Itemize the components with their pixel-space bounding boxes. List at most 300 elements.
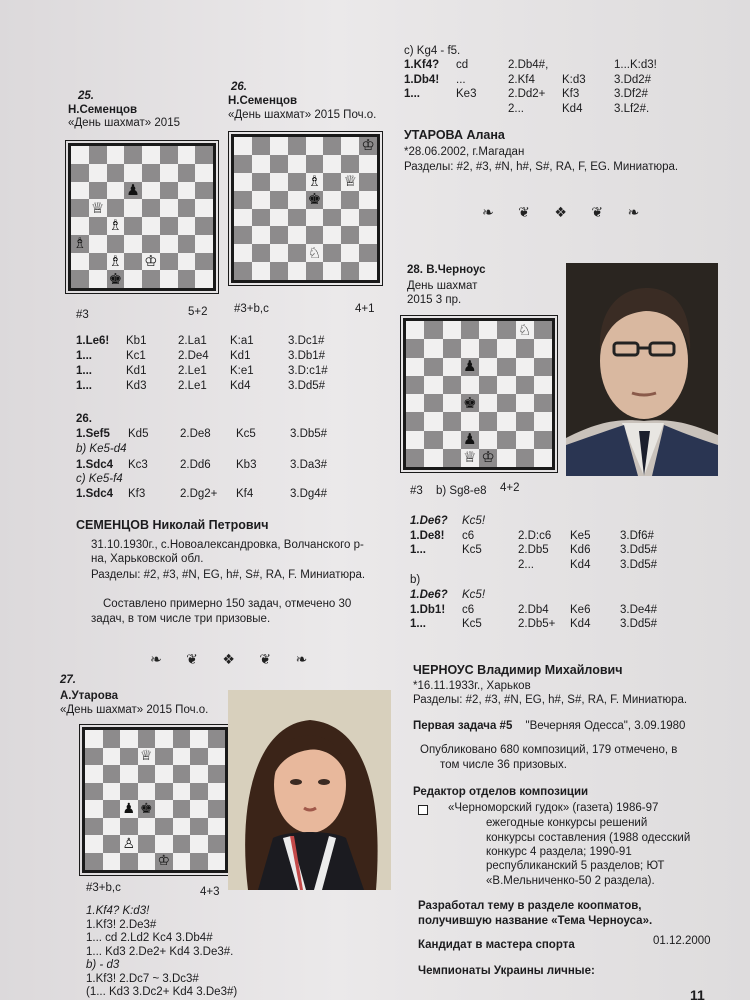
problem-28-piece-count: 4+2	[500, 482, 520, 494]
board-square	[534, 449, 552, 467]
solution-line: b)	[410, 574, 421, 586]
board-square	[155, 748, 173, 766]
board-square	[120, 730, 138, 748]
sementsov-note-2: задач, в том числе три призовые.	[91, 613, 271, 625]
board-square	[160, 164, 178, 182]
board-square	[288, 209, 306, 227]
board-square	[461, 376, 479, 394]
sementsov-bio-1: 31.10.1930г., с.Новоалександровка, Волчанского р-	[91, 539, 364, 551]
white-queen-icon: ♕	[463, 448, 477, 467]
board-square	[195, 235, 213, 253]
board-square	[160, 270, 178, 288]
board-square	[124, 164, 142, 182]
white-pawn-icon: ♙	[122, 835, 136, 852]
board-square	[497, 358, 515, 376]
problem-25-number: 25.	[78, 90, 94, 102]
problem-27-number: 27.	[60, 674, 76, 686]
solution-move: 2.Kf4	[508, 73, 535, 86]
board-square	[208, 783, 226, 801]
board-square	[252, 191, 270, 209]
board-square	[406, 412, 424, 430]
solution-line: 1.Kf3! 2.Dc7 ~ 3.Dc3#	[86, 972, 199, 985]
board-square	[71, 182, 89, 200]
solution-move: 3.Dd5#	[620, 558, 658, 571]
board-square	[516, 431, 534, 449]
problem-25-piece-count: 5+2	[188, 306, 208, 318]
board-square	[173, 748, 191, 766]
board-square	[306, 209, 324, 227]
board-square	[89, 217, 107, 235]
board-square	[160, 235, 178, 253]
solution-line: (1... Kd3 3.Dc2+ Kd4 3.De3#)	[86, 986, 238, 998]
board-square	[85, 835, 103, 853]
p27c-head-text: c) Kg4 - f5.	[404, 45, 461, 57]
board-square	[479, 339, 497, 357]
board-square	[516, 394, 534, 412]
board-square	[534, 431, 552, 449]
solution-move: Kc5	[236, 428, 256, 440]
board-square	[85, 818, 103, 836]
problem-28-source-2: 2015 3 пр.	[407, 294, 462, 306]
solution-move: 1.Sdc4	[76, 459, 114, 471]
board-square	[323, 209, 341, 227]
board-square	[424, 394, 442, 412]
solution-move: 2.De4	[178, 350, 209, 362]
board-square	[359, 191, 377, 209]
solution-move: 1...K:d3!	[614, 59, 657, 71]
solution-move: 1.Sdc4	[76, 488, 114, 500]
board-square	[306, 173, 324, 191]
board-square	[85, 800, 103, 818]
board-square	[103, 835, 121, 853]
board-square	[534, 339, 552, 357]
chernous-championships: Чемпионаты Украины личные:	[418, 965, 595, 977]
chernous-editor: Редактор отделов композиции	[413, 786, 589, 798]
board-square	[406, 358, 424, 376]
board-square	[443, 321, 461, 339]
board-square	[195, 217, 213, 235]
solution-line: 1.Kf3! 2.De3#	[86, 918, 157, 931]
solution-move: 1.Db4!	[404, 73, 440, 86]
solution-move: Kd3	[126, 380, 147, 392]
board-square	[195, 164, 213, 182]
board-square	[138, 853, 156, 871]
board-square	[173, 835, 191, 853]
solution-move: c6	[462, 529, 475, 542]
solution-move: 1.De8!	[410, 529, 445, 542]
problem-26-board	[231, 134, 380, 283]
white-king-icon: ♔	[157, 853, 171, 870]
black-pawn-icon: ♟	[463, 430, 477, 449]
solution-move: 2.Db4	[518, 603, 549, 616]
board-square	[424, 321, 442, 339]
solution-move: 2...	[518, 558, 534, 571]
solution-move: 2...	[508, 102, 524, 115]
board-square	[195, 182, 213, 200]
board-square	[160, 146, 178, 164]
solution-move: 2.Db5	[518, 544, 549, 556]
board-square	[252, 226, 270, 244]
board-square	[89, 182, 107, 200]
solution-move: 1...	[76, 365, 92, 377]
solution-move: 3.Lf2#.	[614, 102, 650, 115]
solution-move: 3.Db1#	[288, 350, 326, 362]
board-square	[124, 199, 142, 217]
board-square	[142, 164, 160, 182]
problem-25-author: Н.Семенцов	[68, 104, 138, 116]
board-square	[107, 253, 125, 271]
solution-move: 2.Dd6	[180, 459, 211, 471]
board-square	[71, 270, 89, 288]
black-pawn-icon: ♟	[463, 357, 477, 376]
solution-move: 1...	[76, 350, 92, 362]
board-square	[406, 394, 424, 412]
solution-move: 2.La1	[178, 335, 207, 347]
board-square	[71, 217, 89, 235]
solution-move: 3.Df2#	[614, 88, 648, 100]
board-square	[103, 765, 121, 783]
board-square	[306, 262, 324, 280]
solution-move: ...	[456, 73, 466, 86]
problem-25-stipulation: #3	[76, 309, 89, 321]
board-square	[534, 412, 552, 430]
board-square	[288, 137, 306, 155]
board-square	[443, 431, 461, 449]
problem-26-piece-count: 4+1	[355, 303, 375, 315]
white-bishop-icon: ♗	[307, 172, 322, 191]
board-square	[173, 730, 191, 748]
board-square	[155, 730, 173, 748]
board-square	[234, 155, 252, 173]
solution-move: 1...	[76, 380, 92, 392]
solution-move: Ke3	[456, 88, 477, 100]
black-king-icon: ♚	[307, 190, 322, 209]
solution-move: 1.Sef5	[76, 428, 110, 440]
board-square	[443, 376, 461, 394]
board-square	[306, 244, 324, 262]
board-square	[424, 449, 442, 467]
board-square	[173, 783, 191, 801]
board-square	[252, 244, 270, 262]
solution-move: Kb3	[236, 459, 257, 471]
board-square	[270, 209, 288, 227]
chernous-theme-1: Разработал тему в разделе коопматов,	[418, 900, 642, 912]
solution-move: Kd5	[128, 428, 149, 440]
board-square	[89, 253, 107, 271]
solution-move: K:a1	[230, 335, 254, 347]
chernous-published-1: Опубликовано 680 композиций, 179 отмечено, в	[420, 744, 678, 756]
board-square	[406, 431, 424, 449]
board-square	[190, 818, 208, 836]
board-square	[190, 765, 208, 783]
board-square	[190, 748, 208, 766]
board-square	[124, 253, 142, 271]
board-square	[234, 244, 252, 262]
board-square	[142, 199, 160, 217]
solution-move: 2.Le1	[178, 380, 207, 392]
sementsov-note-1: Составлено примерно 150 задач, отмечено 30	[103, 598, 352, 610]
board-square	[461, 358, 479, 376]
board-square	[443, 449, 461, 467]
board-square	[252, 137, 270, 155]
solution-move: 3.Dc1#	[288, 335, 325, 347]
board-square	[341, 137, 359, 155]
board-square	[190, 835, 208, 853]
white-knight-icon: ♘	[517, 320, 532, 339]
board-square	[142, 182, 160, 200]
board-square	[461, 412, 479, 430]
white-queen-icon: ♕	[343, 172, 357, 191]
board-square	[288, 173, 306, 191]
board-square	[195, 270, 213, 288]
board-square	[103, 748, 121, 766]
board-square	[461, 339, 479, 357]
board-square	[234, 226, 252, 244]
board-square	[138, 800, 156, 818]
board-square	[288, 155, 306, 173]
board-square	[120, 800, 138, 818]
white-bishop-icon: ♗	[108, 216, 123, 235]
board-square	[534, 376, 552, 394]
board-square	[142, 235, 160, 253]
chernous-first-problem	[413, 719, 685, 733]
white-bishop-icon: ♗	[108, 251, 123, 270]
solution-move: K:d3	[562, 73, 586, 86]
board-square	[178, 235, 196, 253]
board-square	[138, 730, 156, 748]
board-square	[120, 853, 138, 871]
board-square	[479, 449, 497, 467]
board-square	[359, 244, 377, 262]
solution-move: Kf4	[236, 488, 254, 500]
board-square	[424, 376, 442, 394]
problem-27-stipulation: #3+b,c	[86, 882, 121, 894]
utarova-photo	[228, 690, 391, 890]
chernous-published-2: том числе 36 призовых.	[440, 759, 567, 771]
board-square	[424, 431, 442, 449]
board-square	[103, 783, 121, 801]
board-square	[359, 226, 377, 244]
board-square	[516, 376, 534, 394]
solution-move: 3.Df6#	[620, 529, 654, 542]
board-square	[120, 783, 138, 801]
solution-move: Kd4	[230, 380, 251, 392]
board-square	[107, 182, 125, 200]
problem-25-source: «День шахмат» 2015	[68, 117, 180, 129]
solution-line: 1.Kf4? K:d3!	[86, 905, 150, 917]
board-square	[443, 394, 461, 412]
solution-move: 1...	[404, 88, 420, 100]
board-square	[479, 376, 497, 394]
solution-move: 1...	[410, 544, 426, 556]
board-square	[424, 412, 442, 430]
chernous-sections: Разделы: #2, #3, #N, EG, h#, S#, RA, F. Миниатюра.	[413, 694, 688, 706]
solution-move: 2.Db5+	[518, 618, 556, 630]
solution-move: 2.D:c6	[518, 529, 552, 542]
chernous-first-source: "Вечерняя Одесса", 3.09.1980	[525, 720, 686, 732]
black-king-icon: ♚	[139, 800, 153, 817]
board-square	[173, 800, 191, 818]
board-square	[155, 853, 173, 871]
black-pawn-icon: ♟	[122, 800, 136, 817]
board-square	[288, 244, 306, 262]
problem-25-board	[68, 143, 216, 291]
board-square	[341, 191, 359, 209]
board-square	[85, 765, 103, 783]
problem-26-stipulation: #3+b,c	[234, 303, 269, 315]
board-square	[341, 226, 359, 244]
board-square	[124, 235, 142, 253]
sementsov-name: СЕМЕНЦОВ Николай Петрович	[76, 518, 269, 532]
problem-27-piece-count: 4+3	[200, 886, 220, 898]
solution-move: Kf3	[562, 88, 580, 100]
board-square	[234, 209, 252, 227]
board-square	[155, 765, 173, 783]
board-square	[71, 235, 89, 253]
board-square	[103, 800, 121, 818]
solution-move: 1.De6?	[410, 515, 448, 527]
board-square	[270, 173, 288, 191]
board-square	[208, 835, 226, 853]
solution-move: 3.Dd5#	[620, 544, 658, 556]
chernous-editor-1: «Черноморский гудок» (газета) 1986-97	[448, 802, 659, 814]
board-square	[359, 155, 377, 173]
board-square	[89, 235, 107, 253]
board-square	[306, 226, 324, 244]
board-square	[406, 321, 424, 339]
board-square	[124, 270, 142, 288]
board-square	[103, 853, 121, 871]
board-square	[155, 835, 173, 853]
white-knight-icon: ♘	[307, 243, 322, 262]
board-square	[270, 244, 288, 262]
board-square	[288, 262, 306, 280]
board-square	[341, 155, 359, 173]
solution-move: 3.Dd5#	[620, 618, 658, 630]
problem-28-board	[403, 318, 555, 470]
board-square	[190, 853, 208, 871]
board-square	[497, 412, 515, 430]
board-square	[497, 394, 515, 412]
board-square	[406, 376, 424, 394]
board-square	[359, 262, 377, 280]
board-square	[497, 321, 515, 339]
board-square	[288, 191, 306, 209]
problem-28-number: 28.	[407, 264, 423, 276]
board-square	[497, 449, 515, 467]
problem-28-source: День шахмат	[407, 280, 478, 292]
board-square	[479, 431, 497, 449]
board-square	[234, 173, 252, 191]
solution-move: Kd1	[126, 365, 147, 377]
board-square	[107, 164, 125, 182]
white-king-icon: ♔	[361, 136, 375, 155]
board-square	[234, 137, 252, 155]
solution-move: Kd4	[570, 618, 591, 630]
board-square	[443, 339, 461, 357]
board-square	[178, 146, 196, 164]
solution-move: 3.De4#	[620, 603, 658, 616]
board-square	[155, 800, 173, 818]
board-square	[288, 226, 306, 244]
board-square	[195, 253, 213, 271]
board-square	[252, 173, 270, 191]
solution-move: Kd1	[230, 350, 251, 362]
chernous-name: ЧЕРНОУС Владимир Михайлович	[413, 663, 623, 677]
problem-26-source: «День шахмат» 2015 Поч.о.	[228, 109, 377, 121]
board-square	[142, 253, 160, 271]
chernous-editor-6: «В.Мельниченко-50 2 раздела).	[486, 875, 655, 887]
white-queen-icon: ♕	[90, 198, 105, 217]
board-square	[359, 173, 377, 191]
solution-move: 1.Kf4?	[404, 59, 440, 71]
ornament-divider-2: ❧ ❦ ❖ ❦ ❧	[482, 205, 650, 221]
board-square	[341, 262, 359, 280]
board-square	[461, 321, 479, 339]
board-square	[107, 235, 125, 253]
board-square	[107, 217, 125, 235]
solution-move: 2.Dg2+	[180, 488, 218, 500]
board-square	[85, 853, 103, 871]
board-square	[208, 730, 226, 748]
solution-line: 1... cd 2.Ld2 Kc4 3.Db4#	[86, 932, 213, 944]
board-square	[138, 765, 156, 783]
solution-move: Kc5!	[462, 515, 486, 527]
board-square	[138, 783, 156, 801]
solution-26-number: 26.	[76, 413, 92, 425]
board-square	[443, 358, 461, 376]
board-square	[173, 765, 191, 783]
solution-move: K:e1	[230, 365, 254, 377]
board-square	[89, 146, 107, 164]
problem-28-stipulation: #3	[410, 485, 423, 497]
board-square	[208, 765, 226, 783]
solution-move: Kd4	[570, 558, 591, 571]
board-square	[359, 209, 377, 227]
board-square	[190, 800, 208, 818]
board-square	[178, 253, 196, 271]
board-square	[71, 199, 89, 217]
board-square	[270, 226, 288, 244]
black-king-icon: ♚	[463, 393, 477, 412]
board-square	[120, 748, 138, 766]
board-square	[252, 262, 270, 280]
chernous-editor-4: конкурс 4 раздела; 1990-91	[486, 846, 632, 858]
chernous-editor-5: республиканский 5 разделов; ЮТ	[486, 860, 665, 872]
board-square	[270, 191, 288, 209]
board-square	[534, 321, 552, 339]
solution-move: Kc3	[128, 459, 148, 471]
board-square	[178, 217, 196, 235]
board-square	[479, 412, 497, 430]
board-square	[461, 431, 479, 449]
problem-27-board	[82, 727, 228, 873]
board-square	[479, 321, 497, 339]
board-square	[178, 164, 196, 182]
board-square	[306, 137, 324, 155]
board-square	[120, 765, 138, 783]
board-square	[195, 146, 213, 164]
board-square	[89, 164, 107, 182]
chernous-editor-3: конкурсы составления (1988 одесский	[486, 832, 691, 844]
solution-move: 1.Db1!	[410, 603, 446, 616]
board-square	[424, 339, 442, 357]
board-square	[497, 339, 515, 357]
board-square	[89, 199, 107, 217]
solution-move: Ke5	[570, 529, 591, 542]
board-square	[71, 253, 89, 271]
board-square	[516, 449, 534, 467]
